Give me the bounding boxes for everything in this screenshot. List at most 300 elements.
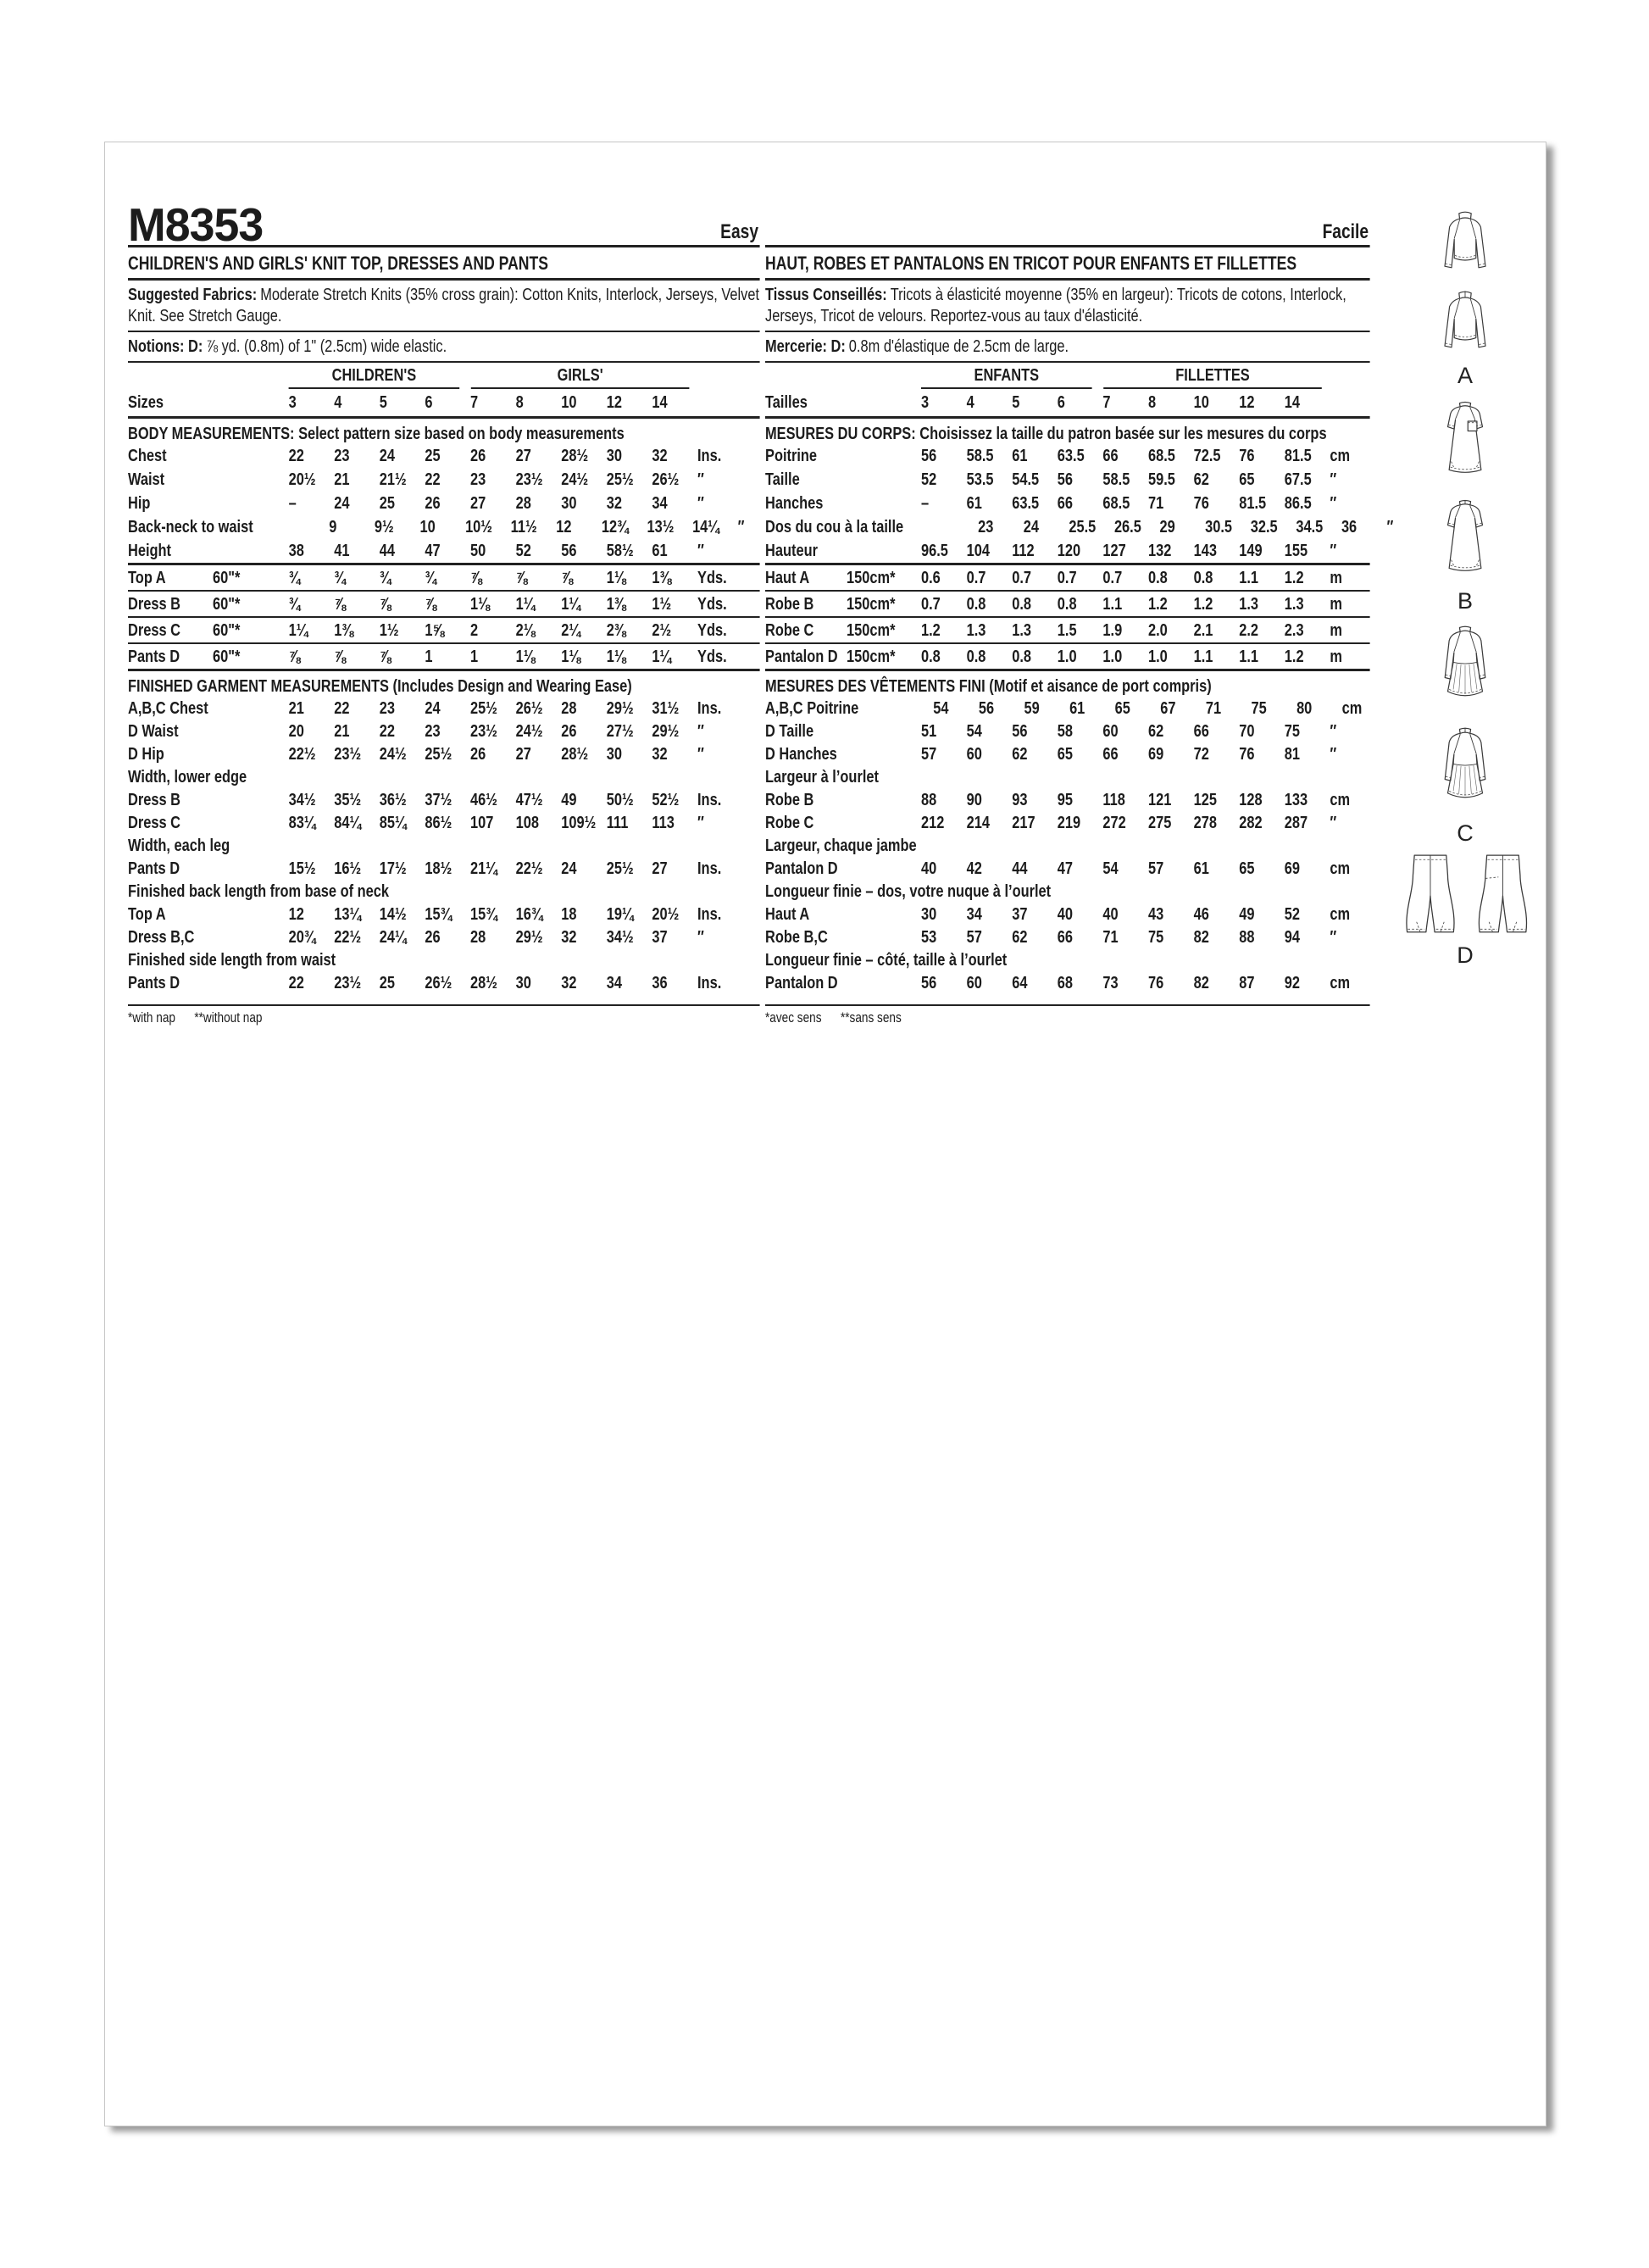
unit-cell: Ins.	[697, 790, 722, 809]
masthead-english	[128, 198, 760, 251]
cell-value: 36	[652, 973, 668, 992]
cell-value: 22½	[334, 927, 362, 947]
cell-value: 10½	[465, 517, 492, 536]
yardage-table-english	[128, 565, 760, 671]
group-fillettes: FILLETTES	[1103, 365, 1322, 389]
cell-value: 13½	[647, 517, 675, 536]
difficulty-label-english: Easy	[720, 220, 758, 243]
cell-value: 68.5	[1102, 493, 1130, 513]
cell-value: 56	[561, 541, 577, 560]
cell-value: 2.0	[1148, 620, 1168, 640]
finished-measurements-heading-english: FINISHED GARMENT MEASUREMENTS (Includes Design and Wearing Ease)	[128, 676, 632, 696]
cell-value: 2⅜	[606, 620, 626, 640]
row-label: Pantalon D	[765, 647, 838, 666]
unit-cell: ″	[1330, 470, 1337, 489]
garment-illustrations-column	[1386, 203, 1544, 971]
row-label: Robe C	[765, 620, 814, 640]
row-label: Back-neck to waist	[128, 517, 253, 536]
table-row	[765, 903, 1370, 926]
cell-value: 88	[921, 790, 937, 809]
size-column-header: 4	[966, 392, 974, 412]
cell-value: 0.6	[921, 568, 941, 587]
cell-value: 133	[1284, 790, 1308, 809]
table-row	[765, 444, 1370, 468]
cell-value: 125	[1193, 790, 1217, 809]
cell-value: 1½	[379, 620, 399, 640]
fabric-width-spec	[847, 788, 921, 811]
title-english: CHILDREN'S AND GIRLS' KNIT TOP, DRESSES AND PANTS	[128, 247, 760, 281]
cell-value: 111	[606, 813, 629, 832]
cell-value: 68	[1057, 973, 1074, 992]
sizes-row-english	[128, 389, 760, 419]
garment-a-front-illustration	[1431, 205, 1499, 281]
cell-value: 27	[515, 744, 531, 764]
row-label: Pantalon D	[765, 973, 838, 992]
cell-value: 143	[1193, 541, 1217, 560]
fabric-width-spec	[213, 742, 289, 765]
cell-value: 24½	[379, 744, 407, 764]
unit-cell: Yds.	[697, 647, 727, 666]
table-row	[128, 618, 760, 644]
cell-value: 36	[1341, 517, 1358, 536]
cell-value: 93	[1012, 790, 1028, 809]
cell-value: 15½	[288, 859, 316, 878]
cell-value: 25	[379, 493, 396, 513]
fabric-width-spec	[847, 971, 921, 994]
cell-value: 52	[515, 541, 531, 560]
group-childrens: CHILDREN'S	[289, 365, 460, 389]
fabric-width-spec	[847, 444, 921, 468]
cell-value: 24	[425, 698, 441, 718]
cell-value: 57	[966, 927, 982, 947]
cell-value: 25½	[606, 470, 634, 489]
fabric-width-spec	[213, 697, 289, 720]
cell-value: 2½	[652, 620, 672, 640]
footnote-avec-sens: *avec sens	[765, 1009, 822, 1026]
cell-value: ¾	[288, 568, 301, 587]
fabric-width-spec	[847, 926, 921, 948]
suggested-fabrics-english	[128, 281, 760, 332]
cell-value: 128	[1239, 790, 1263, 809]
cell-value: 1.2	[1284, 647, 1304, 666]
notions-label: Notions: D:	[128, 336, 203, 356]
cell-value: 1⅜	[652, 568, 672, 587]
cell-value: 29	[1159, 517, 1175, 536]
cell-value: –	[921, 493, 930, 513]
cell-value: 24	[561, 859, 577, 878]
cell-value: 47	[425, 541, 441, 560]
cell-value: 26½	[652, 470, 680, 489]
unit-cell: ″	[697, 493, 704, 513]
cell-value: 30	[515, 973, 531, 992]
cell-value: 61	[1012, 446, 1028, 465]
cell-value: 49	[1239, 904, 1255, 924]
cell-value: 66	[1193, 721, 1209, 741]
unit-cell: m	[1330, 620, 1342, 640]
unit-cell: Yds.	[697, 620, 727, 640]
cell-value: 94	[1284, 927, 1301, 947]
yardage-table-french	[765, 565, 1370, 671]
cell-value: 56	[1012, 721, 1028, 741]
cell-value: ⅞	[379, 647, 391, 666]
cell-value: 22½	[288, 744, 316, 764]
cell-value: 0.7	[1012, 568, 1031, 587]
table-row	[128, 492, 760, 515]
cell-value: 1⅛	[606, 647, 626, 666]
cell-value: 19¼	[606, 904, 634, 924]
cell-value: 26	[470, 446, 486, 465]
unit-spacer	[1330, 389, 1362, 416]
cell-value: 27	[470, 493, 486, 513]
fabric-width-spec	[847, 468, 921, 492]
unit-cell: cm	[1330, 973, 1351, 992]
row-label: Hanches	[765, 493, 824, 513]
row-label: D Waist	[128, 721, 179, 741]
cell-value: 132	[1148, 541, 1172, 560]
spec-spacer	[847, 389, 921, 416]
cell-value: 32.5	[1250, 517, 1278, 536]
cell-value: 16½	[334, 859, 362, 878]
pants-back-view	[1479, 855, 1526, 932]
size-column-header: 10	[561, 392, 577, 412]
cell-value: 24	[1023, 517, 1039, 536]
cell-value: 50	[470, 541, 486, 560]
fabric-width-spec: 60"*	[213, 568, 241, 587]
cell-value: 75	[1148, 927, 1164, 947]
fabric-width-spec	[847, 492, 921, 515]
table-row	[765, 539, 1370, 565]
table-row	[128, 903, 760, 926]
cell-value: 87	[1239, 973, 1255, 992]
cell-value: 59.5	[1148, 470, 1175, 489]
fabric-width-spec: 60"*	[213, 594, 241, 614]
cell-value: 2	[470, 620, 479, 640]
cell-value: 76	[1193, 493, 1209, 513]
cell-value: 32	[652, 744, 668, 764]
cell-value: ⅞	[425, 594, 437, 614]
cell-value: 14¼	[692, 517, 719, 536]
view-label-b: B	[1457, 588, 1473, 614]
cell-value: 24	[334, 493, 350, 513]
cell-value: 28½	[561, 446, 589, 465]
size-column-header: 3	[921, 392, 930, 412]
cell-value: 72.5	[1193, 446, 1221, 465]
table-row	[765, 492, 1370, 515]
fabric-width-spec: 60"*	[213, 647, 241, 666]
fabrics-label: Suggested Fabrics:	[128, 285, 258, 304]
cell-value: 11½	[510, 517, 537, 536]
cell-value: 22½	[515, 859, 543, 878]
cell-value: 15¾	[425, 904, 453, 924]
row-label: Chest	[128, 446, 167, 465]
row-label: Top A	[128, 568, 166, 587]
fabric-width-spec	[213, 857, 289, 880]
row-label: Robe B	[765, 594, 814, 614]
fabric-width-spec: 150cm*	[847, 647, 896, 666]
cell-value: 0.8	[1057, 594, 1077, 614]
cell-value: 26	[470, 744, 486, 764]
fabric-width-spec: 150cm*	[847, 594, 896, 614]
row-label: Pants D	[128, 647, 180, 666]
unit-cell: cm	[1330, 790, 1351, 809]
table-row	[765, 971, 1370, 994]
cell-value: 12¾	[601, 517, 629, 536]
table-row	[765, 926, 1370, 948]
cell-value: 81.5	[1284, 446, 1312, 465]
sizes-label: Sizes	[128, 392, 164, 412]
table-subheading-row	[128, 765, 760, 788]
cell-value: 23½	[470, 721, 497, 741]
cell-value: ⅞	[561, 568, 573, 587]
cell-value: 86.5	[1284, 493, 1312, 513]
cell-value: 1.2	[1284, 568, 1304, 587]
cell-value: 1⅛	[470, 594, 490, 614]
table-row	[765, 468, 1370, 492]
table-row	[128, 644, 760, 671]
cell-value: 90	[966, 790, 982, 809]
row-label: Haut A	[765, 568, 810, 587]
cell-value: 68.5	[1148, 446, 1175, 465]
cell-value: 10	[419, 517, 436, 536]
table-subheading-row	[765, 948, 1370, 971]
row-label: Dress B	[128, 790, 180, 809]
table-row	[765, 857, 1370, 880]
cell-value: 1	[425, 647, 433, 666]
cell-value: 65	[1114, 698, 1130, 718]
size-column-header: 6	[425, 392, 433, 412]
suggested-fabrics-french	[765, 281, 1370, 332]
cell-value: 275	[1148, 813, 1172, 832]
cell-value: 83¼	[288, 813, 316, 832]
cell-value: 65	[1239, 470, 1255, 489]
cell-value: 28½	[470, 973, 497, 992]
cell-value: 25½	[606, 859, 634, 878]
cell-value: 32	[652, 446, 668, 465]
size-column-header: 10	[1193, 392, 1209, 412]
fabric-width-spec	[213, 468, 289, 492]
unit-cell: m	[1330, 568, 1342, 587]
unit-cell: ″	[737, 517, 745, 536]
cell-value: 81.5	[1239, 493, 1267, 513]
table-row	[128, 468, 760, 492]
mercerie-text: 0.8m d'élastique de 2.5cm de large.	[848, 336, 1069, 356]
cell-value: 21¼	[470, 859, 497, 878]
row-label: Hip	[128, 493, 151, 513]
row-label: A,B,C Chest	[128, 698, 208, 718]
english-column	[128, 198, 760, 1026]
cell-value: 25	[425, 446, 441, 465]
cell-value: 30	[921, 904, 937, 924]
cell-value: 2.2	[1239, 620, 1258, 640]
cell-value: 56	[978, 698, 995, 718]
table-row	[128, 444, 760, 468]
table-row	[765, 742, 1370, 765]
table-row	[128, 811, 760, 834]
cell-value: 2¼	[561, 620, 580, 640]
cell-value: –	[288, 493, 297, 513]
cell-value: ⅞	[515, 568, 528, 587]
cell-value: 25.5	[1069, 517, 1097, 536]
table-row	[765, 644, 1370, 671]
cell-value: 28½	[561, 744, 589, 764]
table-row	[765, 565, 1370, 592]
cell-value: 23	[379, 698, 396, 718]
cell-value: 76	[1148, 973, 1164, 992]
cell-value: 1¼	[652, 647, 672, 666]
cell-value: 73	[1102, 973, 1119, 992]
cell-value: 44	[379, 541, 396, 560]
cell-value: 14½	[379, 904, 407, 924]
finished-measurements-table-french	[765, 697, 1370, 994]
unit-cell: ″	[1330, 927, 1337, 947]
size-column-header: 5	[1012, 392, 1020, 412]
unit-cell: ″	[1330, 721, 1337, 741]
cell-value: 84¼	[334, 813, 362, 832]
tissus-text: Tricots à élasticité moyenne (35% en largeur): Tricots de cotons, Interlock, Jerseys, Tricot de velours. Reportez-vous au taux d'élasticité.	[765, 285, 1346, 325]
cell-value: 23½	[334, 973, 362, 992]
cell-value: 51	[921, 721, 937, 741]
cell-value: 21	[334, 721, 350, 741]
fabric-width-spec	[847, 539, 921, 563]
cell-value: 37	[1012, 904, 1028, 924]
cell-value: 1⅛	[515, 647, 536, 666]
cell-value: 0.8	[1012, 594, 1031, 614]
size-column-header: 8	[515, 392, 524, 412]
cell-value: 28	[561, 698, 577, 718]
cell-value: 69	[1148, 744, 1164, 764]
unit-cell: Ins.	[697, 698, 722, 718]
row-label: A,B,C Poitrine	[765, 698, 859, 718]
table-row	[765, 788, 1370, 811]
cell-value: 9	[329, 517, 337, 536]
row-subheading: Largeur à l’ourlet	[765, 767, 879, 787]
cell-value: 86½	[425, 813, 453, 832]
cell-value: 1.1	[1239, 568, 1258, 587]
table-row	[128, 788, 760, 811]
footnote-french	[765, 1004, 1370, 1026]
cell-value: 16¾	[515, 904, 543, 924]
cell-value: ⅞	[334, 594, 346, 614]
fabric-width-spec	[213, 971, 289, 994]
cell-value: 25½	[470, 698, 497, 718]
cell-value: 26.5	[1113, 517, 1141, 536]
cell-value: 32	[561, 927, 577, 947]
row-subheading: Width, lower edge	[128, 767, 247, 787]
cell-value: 29½	[606, 698, 634, 718]
cell-value: 76	[1239, 446, 1255, 465]
row-subheading: Finished side length from waist	[128, 950, 336, 970]
cell-value: 66	[1057, 927, 1074, 947]
cell-value: 1.2	[1193, 594, 1213, 614]
cell-value: 26½	[425, 973, 453, 992]
cell-value: 76	[1239, 744, 1255, 764]
size-column-header: 8	[1148, 392, 1157, 412]
row-label: D Hanches	[765, 744, 837, 764]
sizes-row-french	[765, 389, 1370, 419]
fabric-width-spec	[213, 811, 289, 834]
unit-cell: ″	[1330, 493, 1337, 513]
cell-value: 1.5	[1057, 620, 1077, 640]
fabric-width-spec: 150cm*	[847, 620, 896, 640]
cell-value: 127	[1102, 541, 1126, 560]
fabric-width-spec: 150cm*	[847, 568, 896, 587]
cell-value: 12	[556, 517, 572, 536]
cell-value: 80	[1296, 698, 1313, 718]
row-label: Height	[128, 541, 172, 560]
cell-value: 109½	[561, 813, 597, 832]
size-column-header: 12	[1239, 392, 1255, 412]
cell-value: 30	[561, 493, 577, 513]
table-subheading-row	[128, 948, 760, 971]
cell-value: ⅞	[470, 568, 482, 587]
table-row	[128, 592, 760, 618]
garment-b-front-illustration	[1430, 393, 1500, 488]
cell-value: 56	[1057, 470, 1074, 489]
cell-value: 1.1	[1239, 647, 1258, 666]
cell-value: 155	[1284, 541, 1308, 560]
cell-value: 59	[1024, 698, 1040, 718]
difficulty-label-french: Facile	[1322, 220, 1369, 243]
cell-value: ¾	[425, 568, 437, 587]
cell-value: 104	[966, 541, 990, 560]
cell-value: 0.7	[921, 594, 941, 614]
cell-value: 58.5	[1102, 470, 1130, 489]
fabric-width-spec	[847, 720, 921, 742]
cell-value: 64	[1012, 973, 1028, 992]
cell-value: 24¼	[379, 927, 407, 947]
mercerie-french	[765, 332, 1370, 363]
cell-value: 71	[1102, 927, 1119, 947]
view-label-a: A	[1457, 363, 1473, 388]
cell-value: 108	[515, 813, 539, 832]
row-label: Pants D	[128, 859, 180, 878]
cell-value: 46½	[470, 790, 497, 809]
table-row	[765, 720, 1370, 742]
unit-cell: cm	[1330, 446, 1351, 465]
cell-value: 2.3	[1284, 620, 1304, 640]
cell-value: 43	[1148, 904, 1164, 924]
body-measurements-heading-french: MESURES DU CORPS: Choisissez la taille du patron basée sur les mesures du corps	[765, 424, 1327, 443]
footnote-english	[128, 1004, 760, 1026]
table-row	[128, 926, 760, 948]
cell-value: 69	[1284, 859, 1301, 878]
size-column-header: 12	[606, 392, 623, 412]
cell-value: 24½	[561, 470, 589, 489]
cell-value: 62	[1148, 721, 1164, 741]
unit-cell: ″	[697, 721, 704, 741]
cell-value: 41	[334, 541, 350, 560]
cell-value: 22	[334, 698, 350, 718]
cell-value: 0.8	[1193, 568, 1213, 587]
row-label: Robe C	[765, 813, 814, 832]
cell-value: 26	[425, 493, 441, 513]
cell-value: 1.0	[1057, 647, 1077, 666]
cell-value: 18½	[425, 859, 453, 878]
cell-value: 50½	[606, 790, 634, 809]
table-row	[765, 515, 1394, 539]
cell-value: 1⅝	[425, 620, 445, 640]
fabric-width-spec	[213, 903, 289, 926]
row-label: Robe B,C	[765, 927, 828, 947]
row-label: Dos du cou à la taille	[765, 517, 904, 536]
row-label: Pants D	[128, 973, 180, 992]
cell-value: 2⅛	[515, 620, 536, 640]
cell-value: 15¾	[470, 904, 497, 924]
unit-cell: cm	[1330, 859, 1351, 878]
cell-value: 24	[379, 446, 396, 465]
cell-value: 34	[652, 493, 668, 513]
row-subheading: Width, each leg	[128, 836, 230, 855]
